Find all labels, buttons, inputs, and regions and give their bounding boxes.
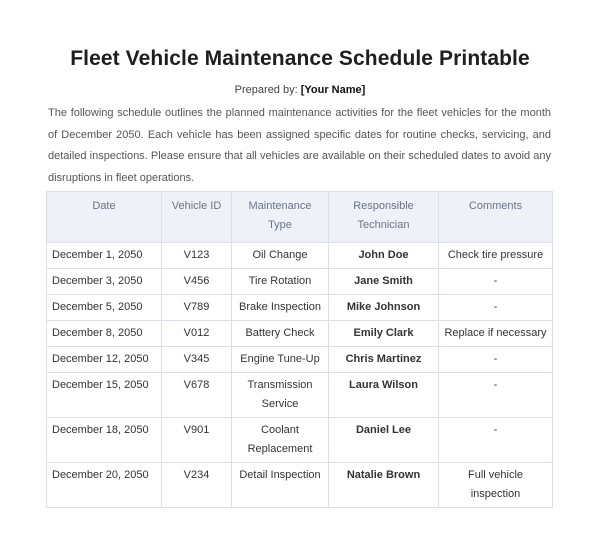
cell-technician: Natalie Brown	[329, 463, 439, 508]
cell-maintenance-type: Brake Inspection	[232, 295, 329, 321]
prepared-by-name: [Your Name]	[300, 84, 366, 96]
cell-date: December 15, 2050	[47, 373, 162, 418]
table-row	[47, 373, 553, 418]
cell-maintenance-type: Tire Rotation	[232, 269, 329, 295]
header-responsible-technician: Responsible Technician	[329, 192, 439, 243]
cell-comments: Replace if necessary	[439, 321, 553, 347]
cell-maintenance-type: Engine Tune-Up	[232, 347, 329, 373]
cell-technician: Laura Wilson	[329, 373, 439, 418]
cell-comments: -	[439, 295, 553, 321]
header-vehicle-id: Vehicle ID	[162, 192, 232, 243]
table-row	[47, 295, 553, 321]
cell-vehicle-id: V456	[162, 269, 232, 295]
cell-date: December 12, 2050	[47, 347, 162, 373]
header-date: Date	[47, 192, 162, 243]
cell-technician: John Doe	[329, 243, 439, 269]
cell-vehicle-id: V345	[162, 347, 232, 373]
header-maintenance-type: Maintenance Type	[232, 192, 329, 243]
table-row	[47, 243, 553, 269]
header-comments: Comments	[439, 192, 553, 243]
cell-maintenance-type: Oil Change	[232, 243, 329, 269]
table-row	[47, 418, 553, 463]
cell-date: December 1, 2050	[47, 243, 162, 269]
maintenance-schedule-table	[46, 191, 553, 508]
cell-maintenance-type: Transmission Service	[232, 373, 329, 418]
cell-technician: Daniel Lee	[329, 418, 439, 463]
cell-comments: -	[439, 418, 553, 463]
cell-technician: Chris Martinez	[329, 347, 439, 373]
cell-vehicle-id: V123	[162, 243, 232, 269]
prepared-by	[0, 84, 600, 96]
cell-comments: Check tire pressure	[439, 243, 553, 269]
cell-maintenance-type: Coolant Replacement	[232, 418, 329, 463]
table-row	[47, 269, 553, 295]
table-row	[47, 463, 553, 508]
cell-maintenance-type: Battery Check	[232, 321, 329, 347]
cell-technician: Jane Smith	[329, 269, 439, 295]
table-header-row	[47, 192, 553, 243]
cell-date: December 8, 2050	[47, 321, 162, 347]
cell-comments: -	[439, 269, 553, 295]
cell-date: December 5, 2050	[47, 295, 162, 321]
cell-comments: -	[439, 373, 553, 418]
prepared-by-label: Prepared by:	[234, 84, 298, 96]
cell-vehicle-id: V234	[162, 463, 232, 508]
intro-paragraph: The following schedule outlines the planned maintenance activities for the fleet vehicles for the month of December 2050. Each vehicle has been assigned specific dates for routine checks, servicing, and detailed inspections. Please ensure that all vehicles are available on their scheduled dates to avoid any disruptions in fleet operations.	[48, 107, 551, 184]
cell-vehicle-id: V901	[162, 418, 232, 463]
cell-vehicle-id: V789	[162, 295, 232, 321]
cell-date: December 20, 2050	[47, 463, 162, 508]
cell-date: December 3, 2050	[47, 269, 162, 295]
table-body	[47, 243, 553, 508]
document-title: Fleet Vehicle Maintenance Schedule Printable	[70, 47, 530, 70]
cell-comments: -	[439, 347, 553, 373]
cell-vehicle-id: V012	[162, 321, 232, 347]
table-row	[47, 347, 553, 373]
table-row	[47, 321, 553, 347]
cell-maintenance-type: Detail Inspection	[232, 463, 329, 508]
cell-comments: Full vehicle inspection	[439, 463, 553, 508]
cell-vehicle-id: V678	[162, 373, 232, 418]
cell-technician: Emily Clark	[329, 321, 439, 347]
cell-date: December 18, 2050	[47, 418, 162, 463]
cell-technician: Mike Johnson	[329, 295, 439, 321]
